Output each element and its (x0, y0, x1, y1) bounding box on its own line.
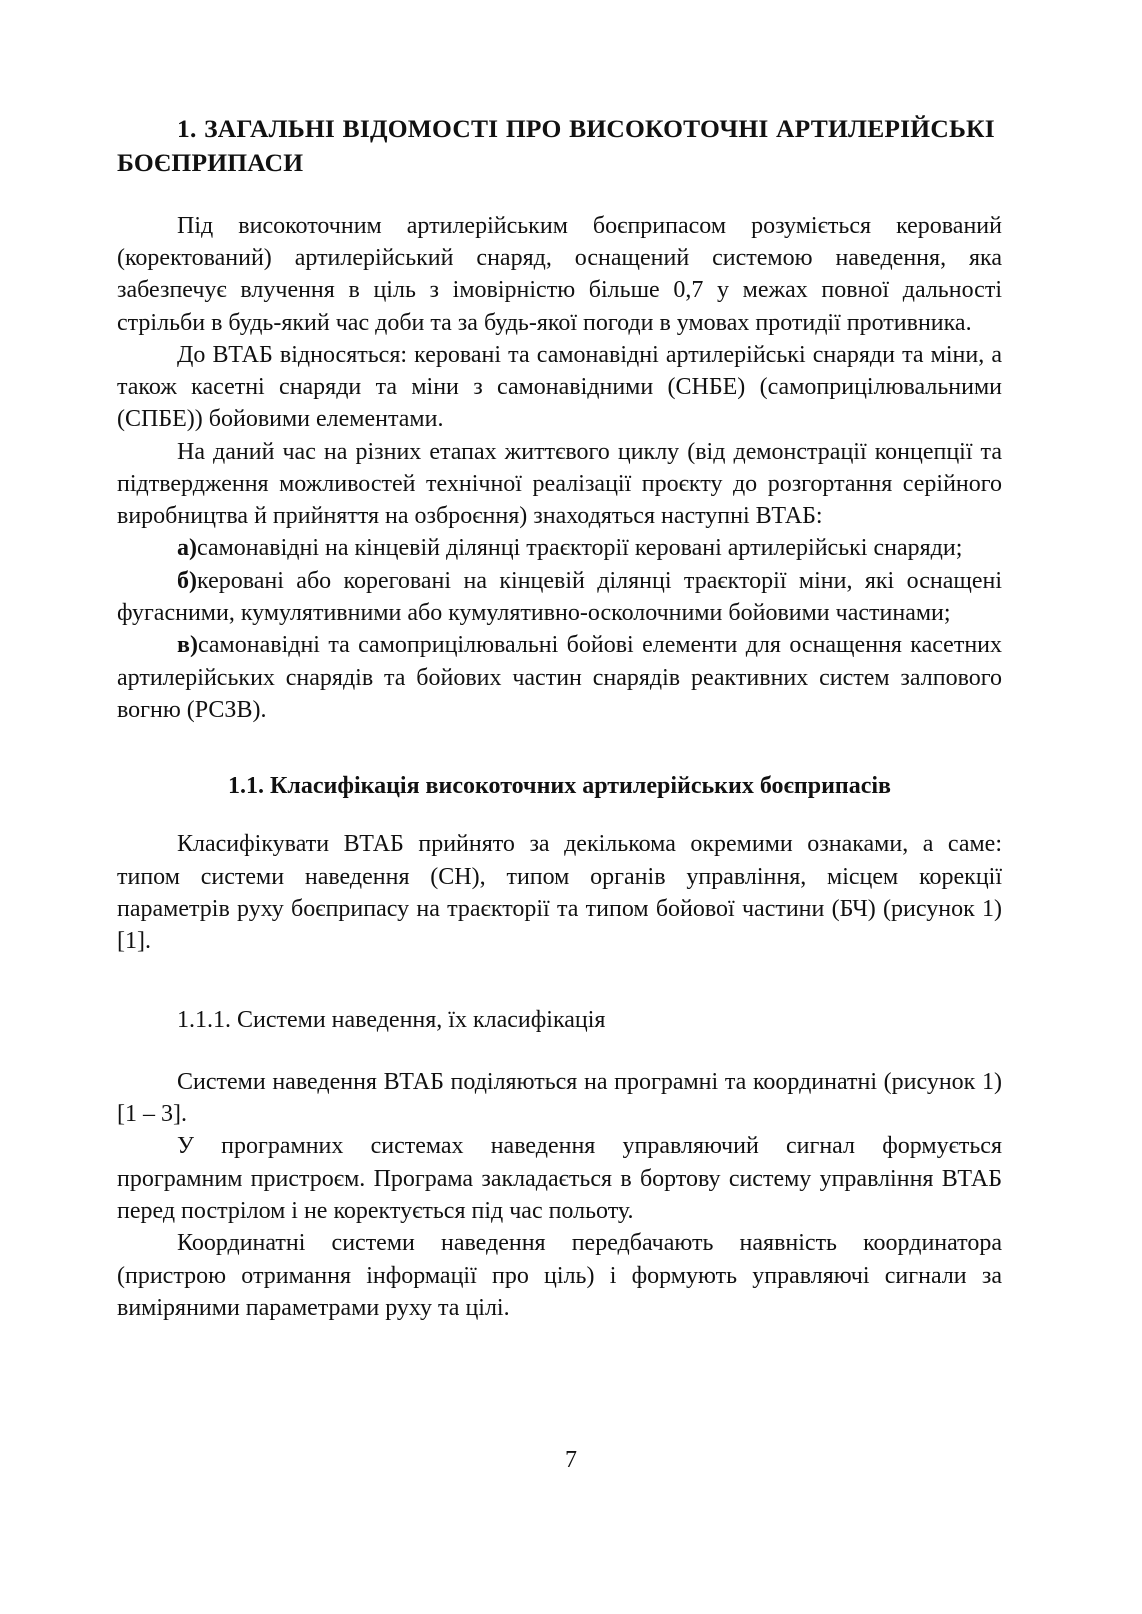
paragraph-definition: Під високоточним артилерійським боєприпасом розуміється керований (коректований) артилерійський снаряд, оснащений системою наведення, яка забезпечує влучення в ціль з імовірністю більше 0,7 у межах повної дальності стрільби в будь-який час доби та за будь-якої погоди в умовах протидії противника. (117, 212, 1002, 336)
page-number: 7 (565, 1447, 577, 1473)
list-item-v (117, 629, 1002, 726)
list-text-v: самонавідні та самоприцілювальні бойові елементи для оснащення касетних артилерійських снарядів та бойових частин снарядів реактивних систем залпового вогню (РСЗВ). (117, 632, 1002, 723)
paragraph-guidance-systems: Системи наведення ВТАБ поділяються на програмні та координатні (рисунок 1) [1 – 3]. (117, 1068, 1002, 1128)
page-content (117, 112, 1002, 1324)
list-text-b: керовані або кореговані на кінцевій ділянці траєкторії міни, які оснащені фугасними, кумулятивними або кумулятивно-осколочними бойовими частинами; (117, 567, 1002, 626)
list-item-b (117, 565, 1002, 630)
list-item-a (117, 532, 1002, 564)
paragraph-vtab-types: До ВТАБ відносяться: керовані та самонавідні артилерійські снаряди та міни, а також касетні снаряди та міни з самонавідними (СНБЕ) (самоприцілювальними (СПБЕ)) бойовими елементами. (117, 341, 1002, 433)
list-marker-b: б) (177, 567, 197, 594)
list-marker-v: в) (177, 632, 198, 659)
paragraph-coordinate-systems: Координатні системи наведення передбачають наявність координатора (пристрою отримання інформації про ціль) і формують управляючі сигнали за виміряними параметрами руху та цілі. (117, 1230, 1002, 1321)
section-heading-1-1: 1.1. Класифікація високоточних артилерійських боєприпасів (227, 773, 892, 800)
paragraph-lifecycle: На даний час на різних етапах життєвого циклу (від демонстрації концепції та підтвердження можливостей технічної реалізації проєкту до розгортання серійного виробництва й прийняття на озброєння) знаходяться наступні ВТАБ: (117, 438, 1002, 530)
paragraph-program-systems: У програмних системах наведення управляючий сигнал формується програмним пристроєм. Програма закладається в бортову систему управління ВТАБ перед пострілом і не коректується під час польоту. (117, 1133, 1002, 1224)
list-text-a: самонавідні на кінцевій ділянці траєкторії керовані артилерійські снаряди; (197, 535, 963, 562)
subsection-heading-1-1-1: 1.1.1. Системи наведення, їх класифікація (177, 1006, 606, 1033)
paragraph-classification: Класифікувати ВТАБ прийнято за декількома окремими ознаками, а саме: типом системи наведення (СН), типом органів управління, місцем корекції параметрів руху боєприпасу на траєкторії та типом бойової частини (БЧ) (рисунок 1) [1]. (117, 831, 1002, 955)
list-marker-a: а) (177, 535, 197, 562)
chapter-heading: 1. ЗАГАЛЬНІ ВІДОМОСТІ ПРО ВИСОКОТОЧНІ АРТИЛЕРІЙСЬКІ БОЄПРИПАСИ (117, 114, 995, 177)
